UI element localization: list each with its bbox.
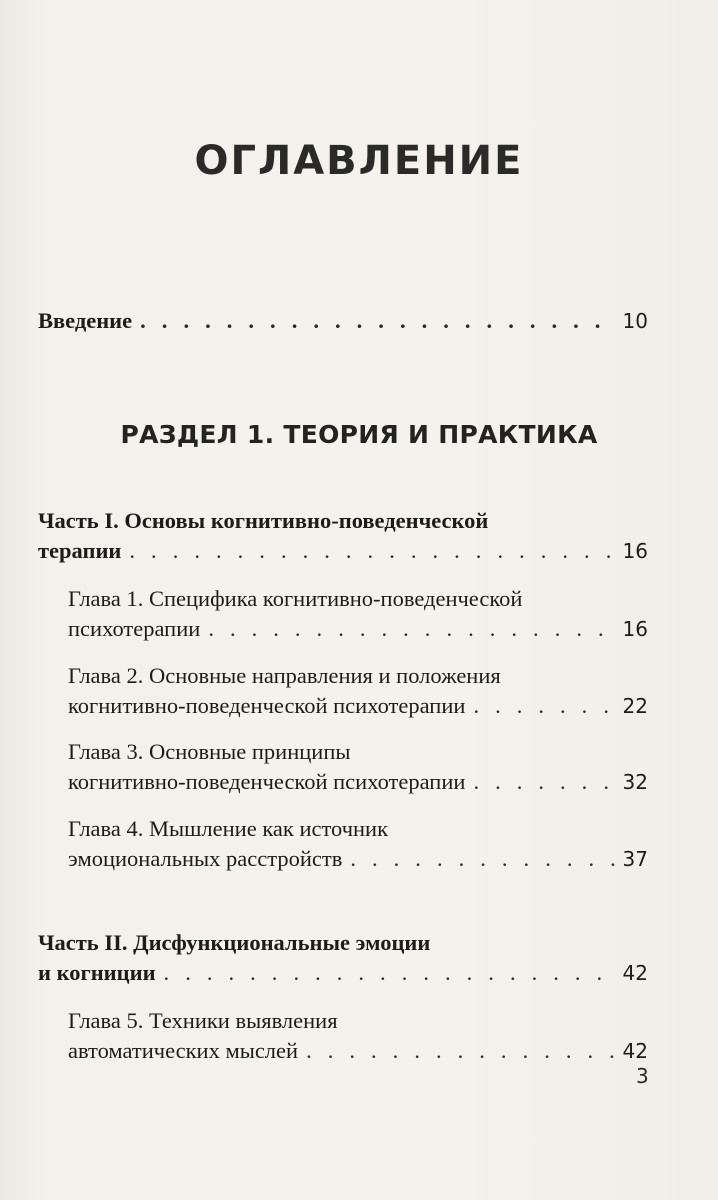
toc-entry-part-2 — [38, 928, 648, 988]
toc-entry-label: Глава 2. Основные направления и положения — [68, 663, 501, 688]
toc-entry-page: 37 — [622, 847, 648, 871]
toc-entry-page: 16 — [622, 617, 648, 641]
toc-entry-chapter-2 — [68, 661, 648, 721]
toc-title: ОГЛАВЛЕНИЕ — [194, 138, 524, 184]
dot-leader — [350, 844, 616, 874]
toc-entry-label: Глава 4. Мышление как источник — [68, 816, 389, 841]
toc-entry-label-cont: психотерапии — [68, 616, 201, 641]
toc-entry-part-1 — [38, 506, 648, 566]
dot-leader — [473, 767, 616, 797]
toc-entry-label-cont: когнитивно-поведенческой психотерапии — [68, 769, 466, 794]
toc-entry-label: Глава 1. Специфика когнитивно-поведенческой — [68, 586, 523, 611]
toc-entry-label: Введение — [38, 308, 133, 333]
dot-leader — [129, 536, 616, 566]
toc-entry-chapter-5 — [68, 1006, 648, 1066]
toc-entry-label-cont: автоматических мыслей — [68, 1038, 299, 1063]
toc-entry-page: 42 — [622, 961, 648, 985]
toc-entry-chapter-4 — [68, 814, 648, 874]
toc-entry-label-cont: эмоциональных расстройств — [68, 846, 343, 871]
toc-entry-label: Часть II. Дисфункциональные эмоции — [38, 930, 431, 955]
toc-entry-label: Глава 5. Техники выявления — [68, 1008, 338, 1033]
toc-entry-page: 22 — [622, 694, 648, 718]
toc-entry-page: 42 — [622, 1039, 648, 1063]
toc-entry-label-cont: терапии — [38, 538, 122, 563]
toc-entry-chapter-3 — [68, 737, 648, 797]
dot-leader — [140, 306, 616, 336]
toc-entry-page: 32 — [622, 770, 648, 794]
toc-entry-intro — [38, 306, 648, 336]
toc-entry-label-cont: и когниции — [38, 960, 156, 985]
toc-entry-label: Часть I. Основы когнитивно-поведенческой — [38, 508, 489, 533]
page-number: 3 — [636, 1064, 649, 1088]
toc-entry-chapter-1 — [68, 584, 648, 644]
toc-entry-label: Глава 3. Основные принципы — [68, 739, 351, 764]
section-heading: РАЗДЕЛ 1. ТЕОРИЯ И ПРАКТИКА — [120, 420, 598, 449]
toc-entry-page: 16 — [622, 539, 648, 563]
dot-leader — [164, 958, 617, 988]
dot-leader — [208, 614, 616, 644]
toc-entry-page: 10 — [622, 309, 648, 333]
dot-leader — [473, 691, 616, 721]
dot-leader — [306, 1036, 616, 1066]
toc-entry-label-cont: когнитивно-поведенческой психотерапии — [68, 693, 466, 718]
